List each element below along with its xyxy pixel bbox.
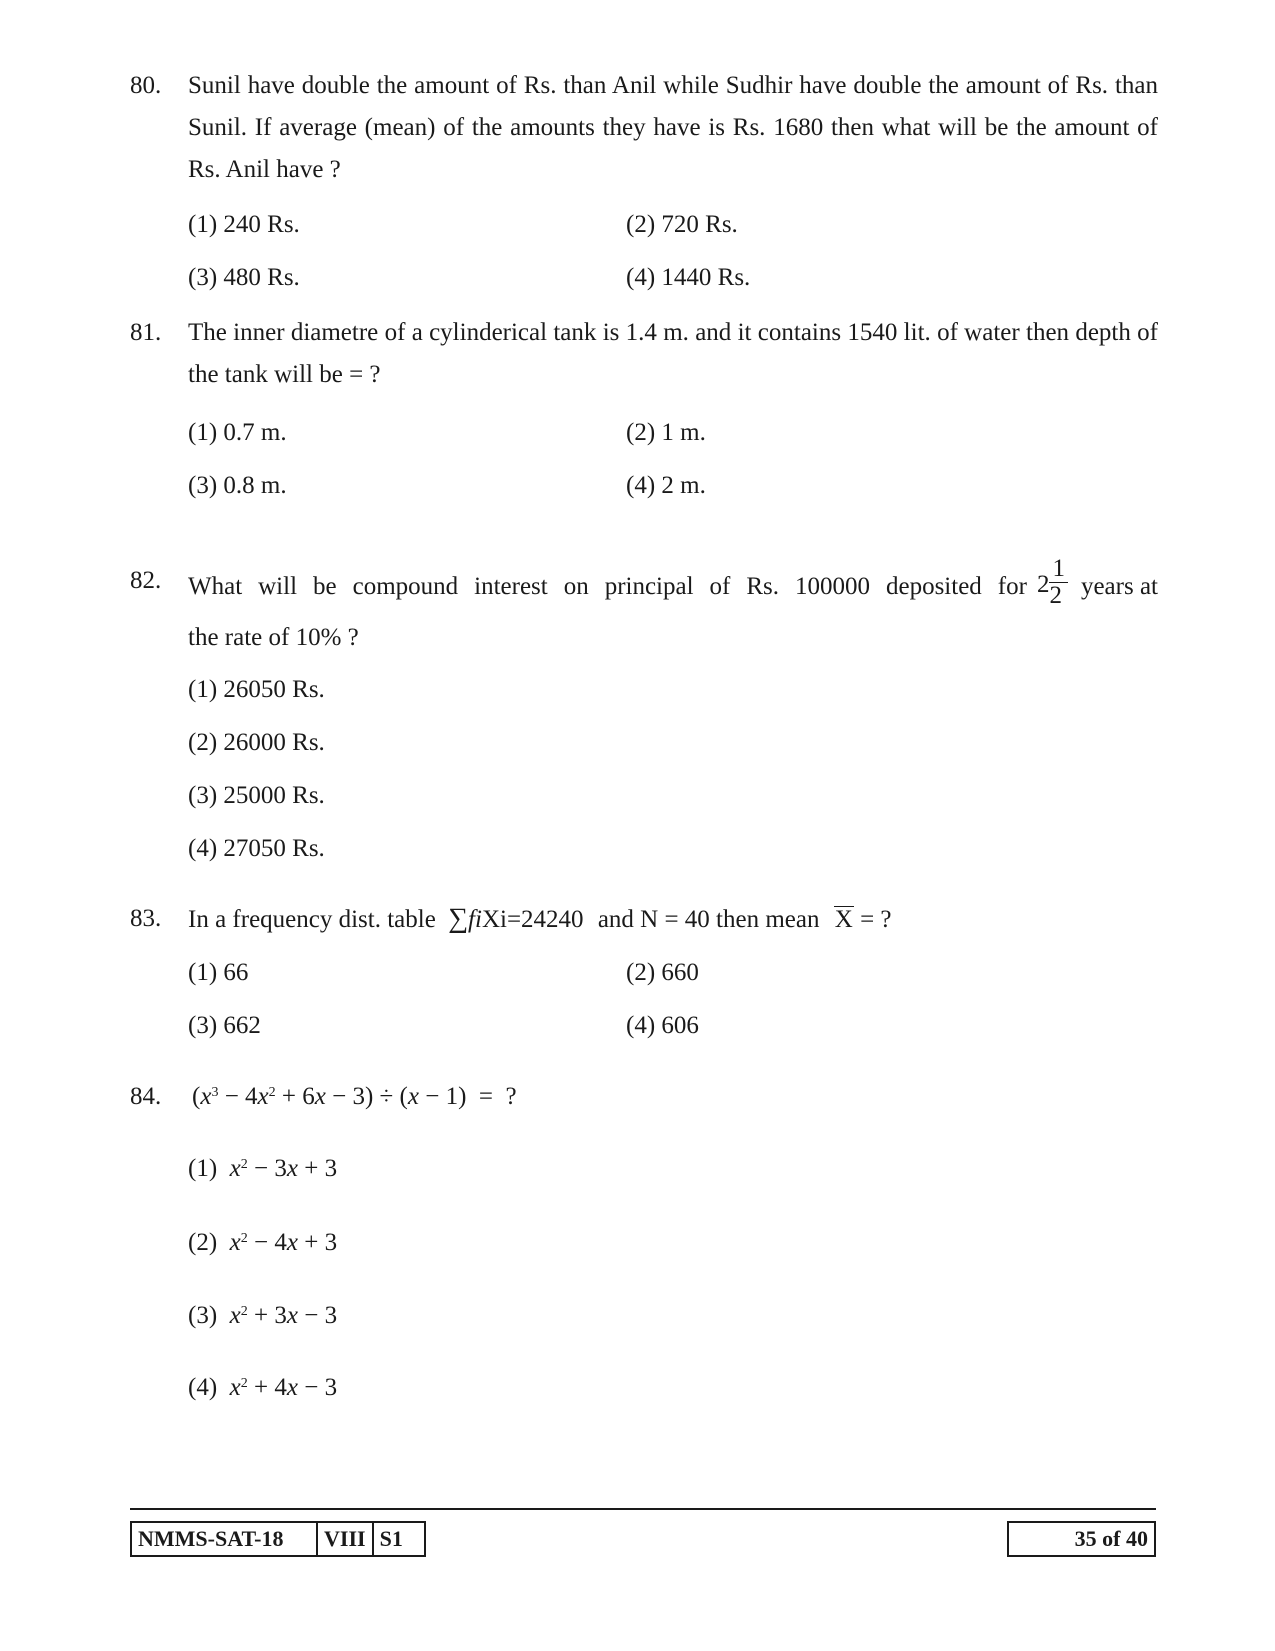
option-1: (1) 26050 Rs.	[188, 676, 325, 703]
footer-page-box	[1007, 1521, 1156, 1557]
option-2	[188, 1228, 337, 1258]
expr-part: (	[192, 1083, 201, 1110]
expr-part: + 4	[247, 1374, 287, 1401]
question-text: Sunil have double the amount of Rs. than Anil while Sudhir have double the amount of Rs. than Sunil. If average (mean) of the amounts they have is Rs. 1680 then what will be the amount of Rs. Anil have ?	[188, 72, 1158, 183]
question-text-part: years at	[1080, 572, 1158, 600]
footer-exam-code: NMMS-SAT-18	[138, 1526, 284, 1551]
option-2: (2) 26000 Rs.	[188, 729, 325, 756]
question-text-part: and N = 40 then mean	[597, 906, 820, 933]
sigma-symbol: ∑	[448, 903, 469, 934]
footer-code-box	[130, 1521, 426, 1557]
question-text: The inner diametre of a cylinderical tank is 1.4 m. and it contains 1540 lit. of water then depth of the tank will be = ?	[188, 319, 1158, 388]
footer-rule	[130, 1508, 1156, 1510]
expr-exponent: 2	[268, 1085, 276, 1100]
footer-class: VIII	[316, 1523, 372, 1555]
option-1	[188, 1154, 337, 1184]
question-number: 83.	[130, 905, 162, 932]
expr-part: − 1) = ?	[418, 1083, 517, 1110]
sum-expression: Xi=24240	[481, 906, 584, 933]
expr-var: x	[314, 1083, 326, 1110]
expr-part: − 3	[297, 1302, 338, 1329]
option-1: (1) 0.7 m.	[188, 419, 287, 446]
expr-part: + 6	[275, 1083, 315, 1110]
option-3: (3) 662	[188, 1012, 261, 1039]
question-text-part: = ?	[860, 906, 892, 933]
footer-set: S1	[372, 1523, 424, 1555]
option-label: (2)	[188, 1229, 218, 1256]
expr-var: x	[286, 1155, 298, 1182]
option-label: (1)	[188, 1155, 218, 1182]
expr-part: − 3) ÷ (	[325, 1083, 408, 1110]
expr-var: x	[200, 1083, 212, 1110]
expr-exponent: 2	[240, 1231, 248, 1246]
expr-var: x	[257, 1083, 269, 1110]
expr-var: x	[229, 1155, 241, 1182]
question-expression	[192, 1076, 1162, 1118]
option-3	[188, 1301, 337, 1331]
option-2: (2) 720 Rs.	[626, 211, 738, 238]
fraction-whole: 2	[1036, 571, 1050, 599]
option-4	[188, 1373, 337, 1403]
question-text-part: In a frequency dist. table	[188, 906, 436, 933]
expr-var: x	[286, 1229, 298, 1256]
question-text	[188, 898, 1158, 941]
fi-symbol: fi	[468, 906, 482, 933]
question-text-part: What will be compound interest on principal of Rs. 100000 deposited for	[188, 572, 1027, 600]
expr-part: + 3	[247, 1302, 287, 1329]
expr-var: x	[229, 1374, 241, 1401]
expr-var: x	[286, 1302, 298, 1329]
option-4: (4) 27050 Rs.	[188, 835, 325, 862]
expr-exponent: 2	[240, 1376, 248, 1391]
question-number: 81.	[130, 319, 162, 346]
question-text: the rate of 10% ?	[188, 624, 359, 651]
option-3: (3) 0.8 m.	[188, 472, 287, 499]
fraction	[1049, 556, 1068, 609]
question-number: 82.	[130, 567, 162, 594]
option-label: (4)	[188, 1374, 218, 1401]
option-1: (1) 66	[188, 959, 249, 986]
expr-part: + 3	[297, 1155, 338, 1182]
expr-exponent: 2	[240, 1157, 248, 1172]
question-number: 84.	[130, 1083, 162, 1110]
option-3: (3) 25000 Rs.	[188, 782, 325, 809]
option-4: (4) 2 m.	[626, 472, 706, 499]
option-2: (2) 660	[626, 959, 699, 986]
expr-var: x	[286, 1374, 298, 1401]
expr-part: − 4	[218, 1083, 258, 1110]
expr-part: + 3	[297, 1229, 338, 1256]
expr-part: − 3	[247, 1155, 287, 1182]
question-number: 80.	[130, 72, 162, 99]
expr-var: x	[229, 1302, 241, 1329]
page-number: 35 of 40	[1074, 1526, 1148, 1551]
option-4: (4) 606	[626, 1012, 699, 1039]
expr-exponent: 3	[211, 1085, 219, 1100]
option-4: (4) 1440 Rs.	[626, 264, 751, 291]
expr-var: x	[407, 1083, 419, 1110]
fraction-numerator: 1	[1049, 556, 1068, 583]
mixed-fraction	[1036, 555, 1071, 613]
option-1: (1) 240 Rs.	[188, 211, 300, 238]
question-text	[188, 555, 1158, 613]
option-3: (3) 480 Rs.	[188, 264, 300, 291]
expr-exponent: 2	[240, 1304, 248, 1319]
expr-var: x	[229, 1229, 241, 1256]
expr-part: − 3	[297, 1374, 338, 1401]
fraction-denominator: 2	[1049, 582, 1062, 609]
option-label: (3)	[188, 1302, 218, 1329]
x-bar-symbol: X	[834, 906, 853, 933]
expr-part: − 4	[247, 1229, 287, 1256]
option-2: (2) 1 m.	[626, 419, 706, 446]
